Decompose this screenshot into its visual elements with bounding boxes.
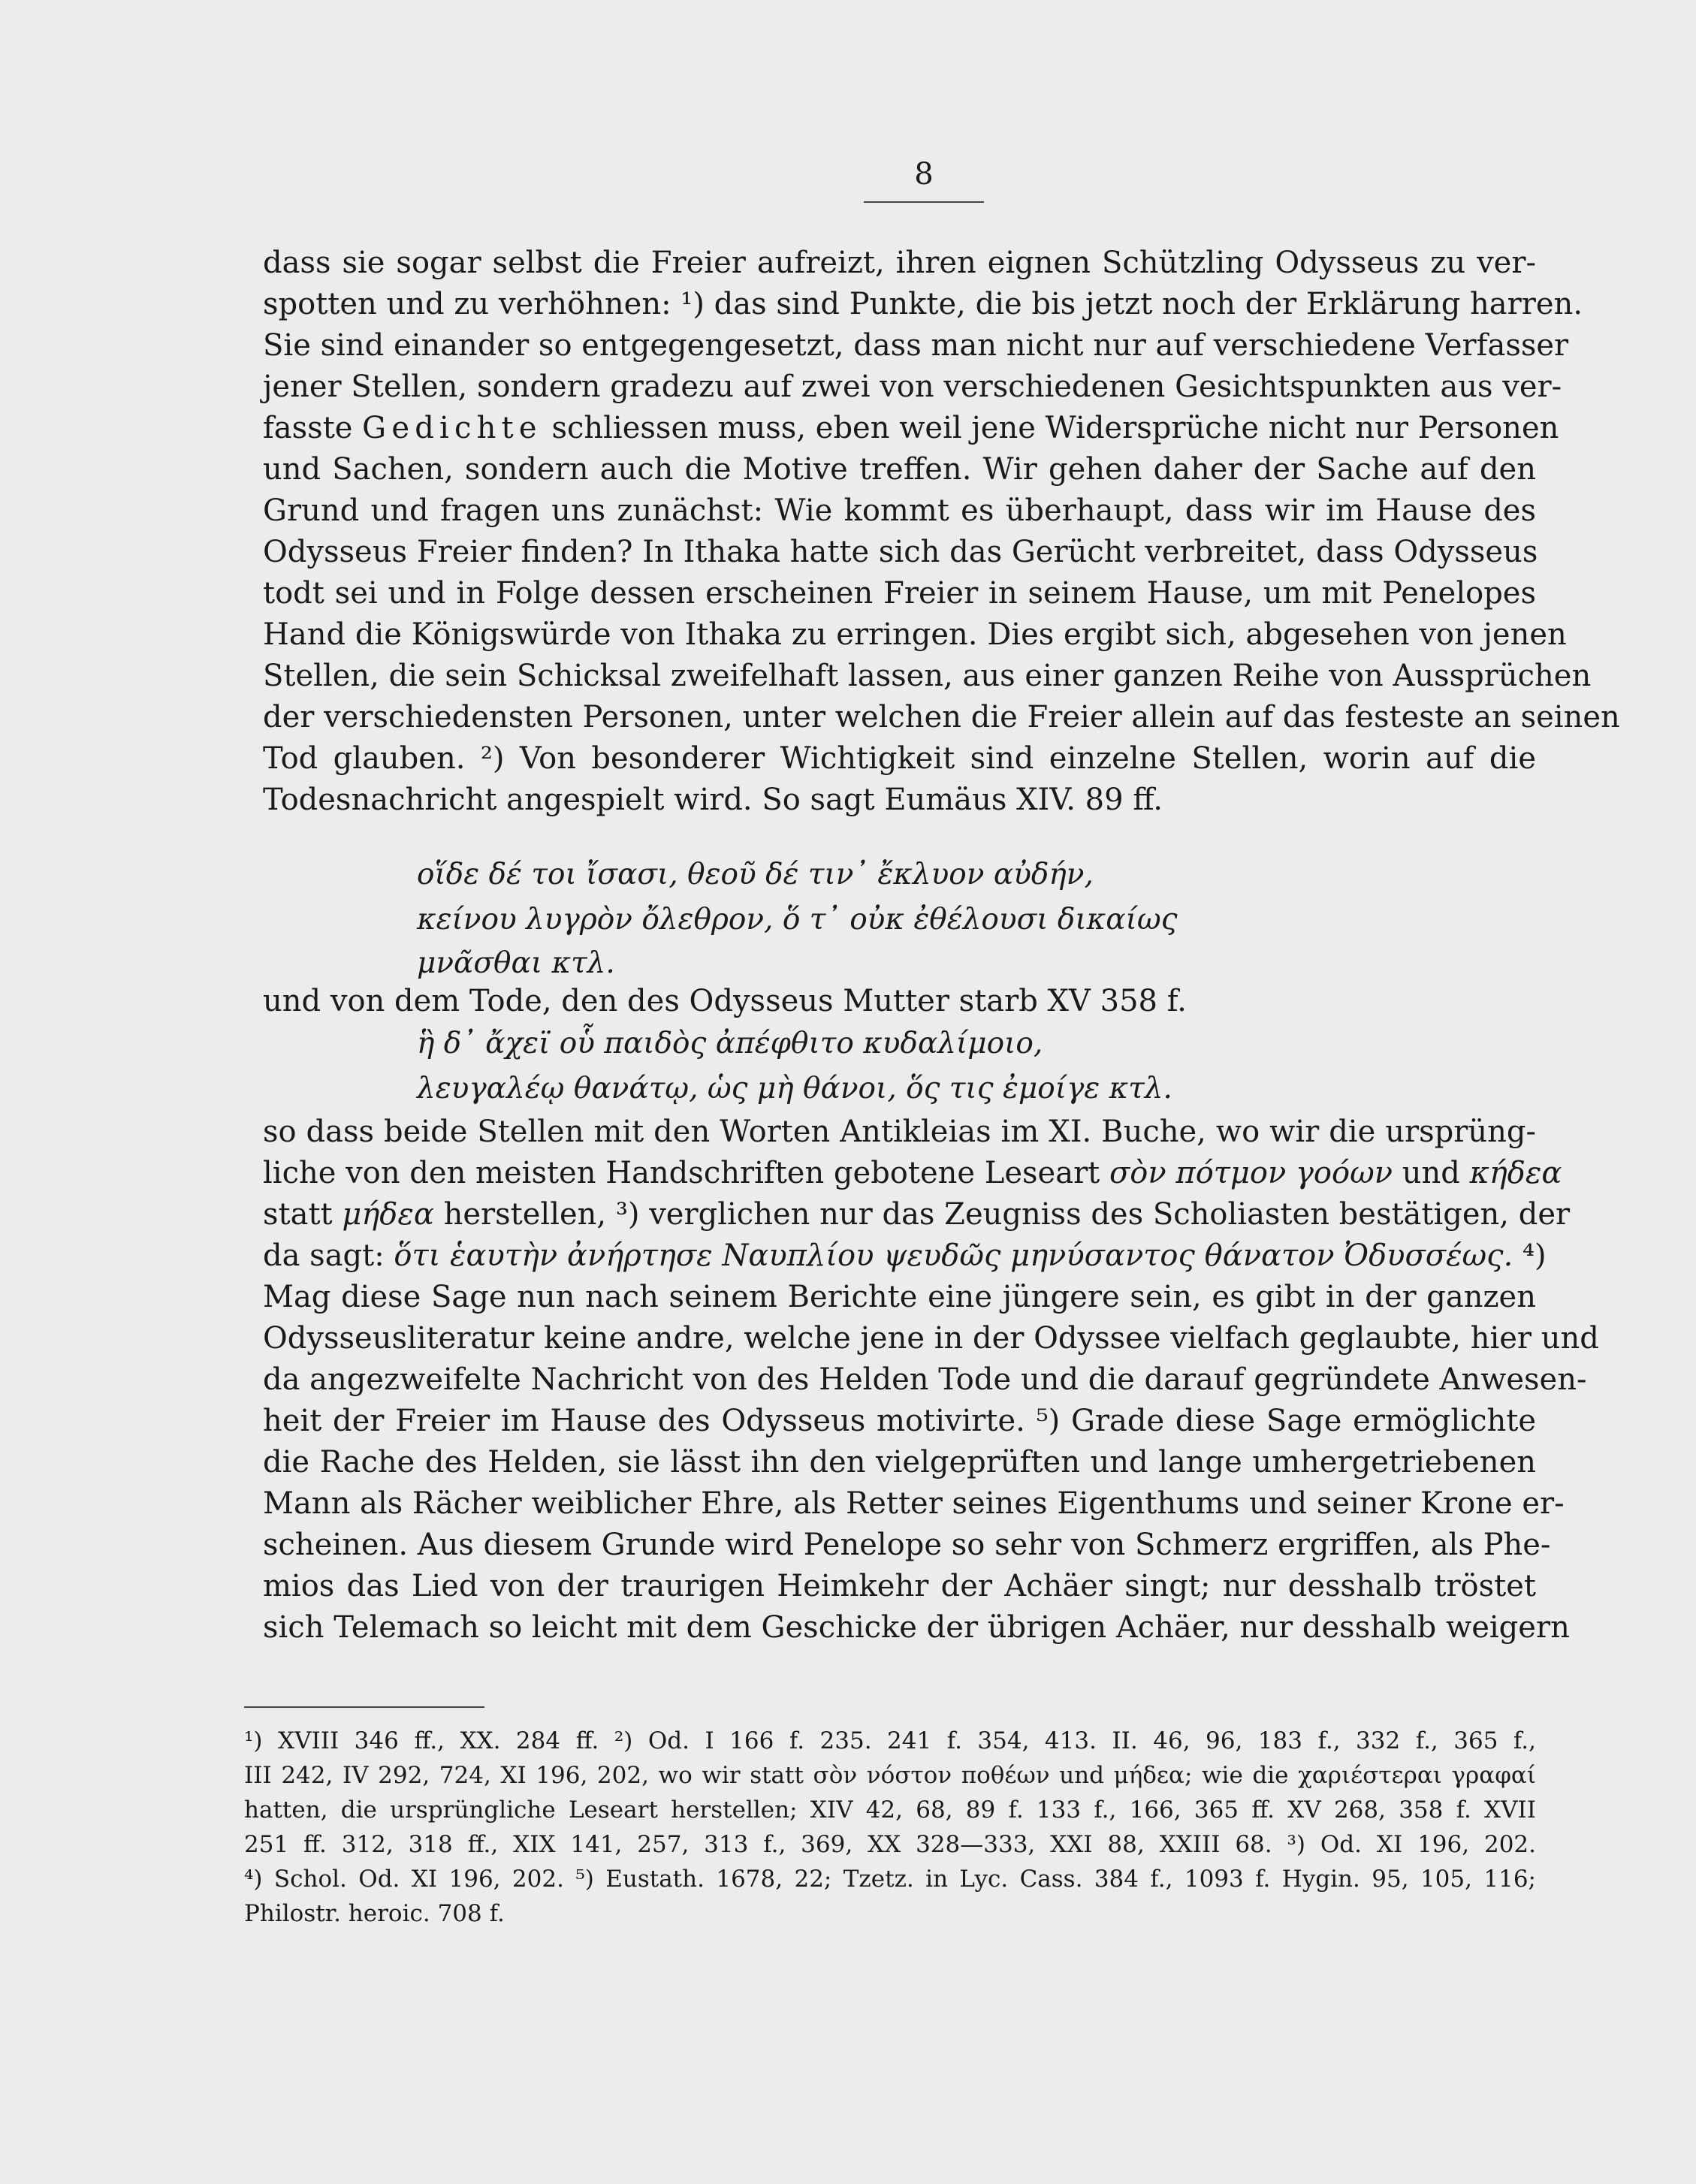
text-segment: fasste [263, 411, 353, 445]
text-line: sich Telemach so leicht mit dem Geschicke der übrigen Achäer, nur desshalb weigern [263, 1610, 1570, 1645]
text-line: und von dem Tode, den des Odysseus Mutter starb XV 358 f. [263, 984, 1187, 1018]
text-segment: da sagt: [263, 1238, 385, 1273]
text-line: Todesnachricht angespielt wird. So sagt Eumäus XIV. 89 ff. [263, 783, 1163, 817]
greek-phrase: σὸν πότμον γοόων [1109, 1156, 1393, 1190]
footnote-line: Philostr. heroic. 708 f. [244, 1900, 505, 1927]
text-line: und Sachen, sondern auch die Motive treffen. Wir gehen daher der Sache auf den [263, 452, 1536, 487]
text-segment: schliessen muss, eben weil jene Widersprüche nicht nur Personen [551, 411, 1559, 445]
page-number-rule [864, 201, 984, 203]
text-line: dass sie sogar selbst die Freier aufreizt, ihren eignen Schützling Odysseus zu ver- [263, 246, 1536, 280]
footnote-marker: ⁴) [1522, 1238, 1547, 1273]
text-line [263, 1237, 1547, 1275]
text-line: Hand die Königswürde von Ithaka zu erringen. Dies ergibt sich, abgesehen von jenen [263, 617, 1567, 652]
greek-verse: κείνου λυγρὸν ὄλεθρον, ὅ τ᾽ οὐκ ἐθέλουσι δικαίως [417, 903, 1178, 937]
footnote-line: hatten, die ursprüngliche Leseart herstellen; XIV 42, 68, 89 f. 133 f., 166, 365 ff. XV 268, 358 f. XVII [244, 1796, 1536, 1824]
footnote-line: 251 ff. 312, 318 ff., XIX 141, 257, 313 f., 369, XX 328—333, XXI 88, XXIII 68. ³) Od. XI 196, 202. [244, 1831, 1536, 1858]
greek-phrase: μήδεα [342, 1197, 434, 1232]
text-segment: und [1402, 1156, 1460, 1190]
greek-verse: μνᾶσθαι κτλ. [417, 946, 615, 980]
text-line: Sie sind einander so entgegengesetzt, dass man nicht nur auf verschiedene Verfasser [263, 328, 1569, 363]
text-line: da angezweifelte Nachricht von des Helden Tode und die darauf gegründete Anwesen- [263, 1362, 1587, 1397]
text-line: die Rache des Helden, sie lässt ihn den vielgeprüften und lange umhergetriebenen [263, 1445, 1536, 1480]
spaced-word: Gedichte [362, 411, 542, 445]
text-line: spotten und zu verhöhnen: ¹) das sind Punkte, die bis jetzt noch der Erklärung harren. [263, 287, 1583, 321]
text-line [263, 1154, 1562, 1192]
text-line: Stellen, die sein Schicksal zweifelhaft lassen, aus einer ganzen Reihe von Aussprüchen [263, 659, 1592, 693]
text-line: der verschiedensten Personen, unter welchen die Freier allein auf das festeste an seinen [263, 700, 1620, 735]
text-line: Odysseus Freier finden? In Ithaka hatte sich das Gerücht verbreitet, dass Odysseus [263, 535, 1538, 569]
text-line: heit der Freier im Hause des Odysseus motivirte. ⁵) Grade diese Sage ermöglichte [263, 1404, 1536, 1438]
text-segment: herstellen, ³) verglichen nur das Zeugniss des Scholiasten bestätigen, der [443, 1197, 1571, 1232]
text-line: Mann als Rächer weiblicher Ehre, als Retter seines Eigenthums und seiner Krone er- [263, 1486, 1565, 1521]
text-line: so dass beide Stellen mit den Worten Antikleias im XI. Buche, wo wir die ursprüng- [263, 1115, 1536, 1149]
text-line: todt sei und in Folge dessen erscheinen Freier in seinem Hause, um mit Penelopes [263, 576, 1536, 611]
greek-verse: λευγαλέῳ θανάτῳ, ὡς μὴ θάνοι, ὅς τις ἐμοίγε κτλ. [417, 1072, 1172, 1106]
text-line [263, 409, 1559, 447]
greek-phrase: ὅτι ἑαυτὴν ἀνήρτησε Ναυπλίου ψευδῶς μηνύσαντος θάνατον Ὀδυσσέως. [394, 1238, 1513, 1273]
greek-verse: οἵδε δέ τοι ἴσασι, θεοῦ δέ τιν᾽ ἔκλυον αὐδήν, [417, 858, 1094, 891]
text-line: Mag diese Sage nun nach seinem Berichte eine jüngere sein, es gibt in der ganzen [263, 1280, 1536, 1314]
text-line: scheinen. Aus diesem Grunde wird Penelope so sehr von Schmerz ergriffen, als Phe- [263, 1528, 1551, 1562]
greek-verse: ἣ δ᾽ ἄχεϊ οὗ παιδὸς ἀπέφθιτο κυδαλίμοιο, [417, 1027, 1043, 1060]
page-number: 8 [914, 157, 934, 192]
footnote-line: ¹) XVIII 346 ff., XX. 284 ff. ²) Od. I 166 f. 235. 241 f. 354, 413. II. 46, 96, 183 f., 332 f., 365 f., [244, 1727, 1536, 1754]
text-line: jener Stellen, sondern gradezu auf zwei von verschiedenen Gesichtspunkten aus ver- [263, 370, 1562, 404]
greek-phrase: κήδεα [1469, 1156, 1562, 1190]
text-line: Odysseusliteratur keine andre, welche jene in der Odyssee vielfach geglaubte, hier und [263, 1321, 1599, 1356]
footnote-line: III 242, IV 292, 724, XI 196, 202, wo wir statt σὸν νόστον ποθέων und μήδεα; wie die χαριέστεραι γραφαί [244, 1762, 1536, 1789]
text-line: Tod glauben. ²) Von besonderer Wichtigkeit sind einzelne Stellen, worin auf die [263, 741, 1536, 776]
text-line: Grund und fragen uns zunächst: Wie kommt es überhaupt, dass wir im Hause des [263, 493, 1536, 528]
text-line [263, 1196, 1571, 1233]
footnote-rule [244, 1706, 484, 1708]
text-segment: liche von den meisten Handschriften gebotene Leseart [263, 1156, 1100, 1190]
footnote-line: ⁴) Schol. Od. XI 196, 202. ⁵) Eustath. 1678, 22; Tzetz. in Lyc. Cass. 384 f., 1093 f. Hygin. 95, 105, 116; [244, 1866, 1536, 1893]
text-segment: statt [263, 1197, 333, 1232]
text-line: mios das Lied von der traurigen Heimkehr der Achäer singt; nur desshalb tröstet [263, 1569, 1536, 1603]
